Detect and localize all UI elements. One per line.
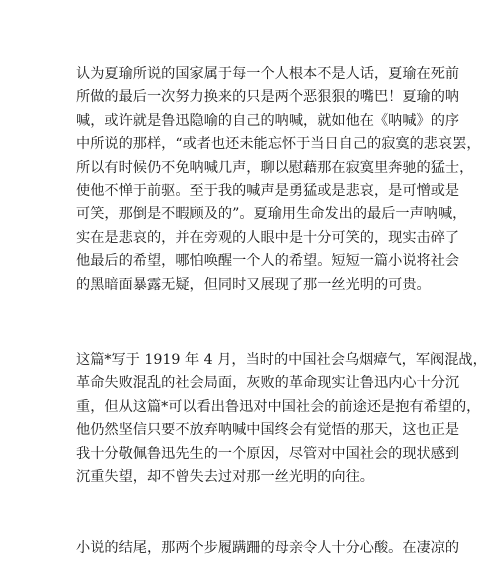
paragraph-2 (76, 349, 487, 489)
text-line: 这篇*写于 1919 年 4 月，当时的中国社会乌烟瘴气，军阀混战， (76, 352, 487, 368)
text-line: 革命失败混乱的社会局面，灰败的革命现实让鲁迅内心十分沉 (76, 375, 460, 392)
paragraph-1 (76, 63, 481, 297)
text-line: 认为夏瑜所说的国家属于每一个人根本不是人话，夏瑜在死前 (76, 66, 460, 82)
paragraph-3 (76, 537, 460, 560)
text-line: 所做的最后一次努力换来的只是两个恶狠狠的嘴巴！夏瑜的呐 (76, 89, 460, 106)
text-line: 使他不惮于前驱。至于我的喊声是勇猛或是悲哀，是可憎或是 (76, 183, 460, 200)
text-line: 他仍然坚信只要不放弃呐喊中国终会有觉悟的那天，这也正是 (76, 422, 460, 439)
text-line: 实在是悲哀的，并在旁观的人眼中是十分可笑的，现实击碎了 (76, 229, 460, 246)
text-line: 小说的结尾，那两个步履蹒跚的母亲令人十分心酸。在凄凉的 (76, 540, 460, 556)
text-line: 中所说的那样，“或者也还未能忘怀于当日自己的寂寞的悲哀罢， (76, 136, 481, 153)
text-line: 的黑暗面暴露无疑，但同时又展现了那一丝光明的可贵。 (76, 276, 431, 293)
text-line: 重，但从这篇*可以看出鲁迅对中国社会的前途还是抱有希望的， (76, 398, 481, 415)
text-line: 沉重失望，却不曾失去过对那一丝光明的向往。 (76, 469, 374, 486)
text-line: 喊，或许就是鲁迅隐喻的自己的呐喊，就如他在《呐喊》的序 (76, 112, 460, 129)
text-line: 他最后的希望，哪怕唤醒一个人的希望。短短一篇小说将社会 (76, 253, 460, 270)
text-line: 所以有时候仍不免呐喊几声，聊以慰藉那在寂寞里奔驰的猛士， (76, 159, 474, 176)
text-line: 可笑，那倒是不暇顾及的”。夏瑜用生命发出的最后一声呐喊， (76, 206, 467, 223)
text-line: 我十分敬佩鲁迅先生的一个原因，尽管对中国社会的现状感到 (76, 445, 460, 462)
